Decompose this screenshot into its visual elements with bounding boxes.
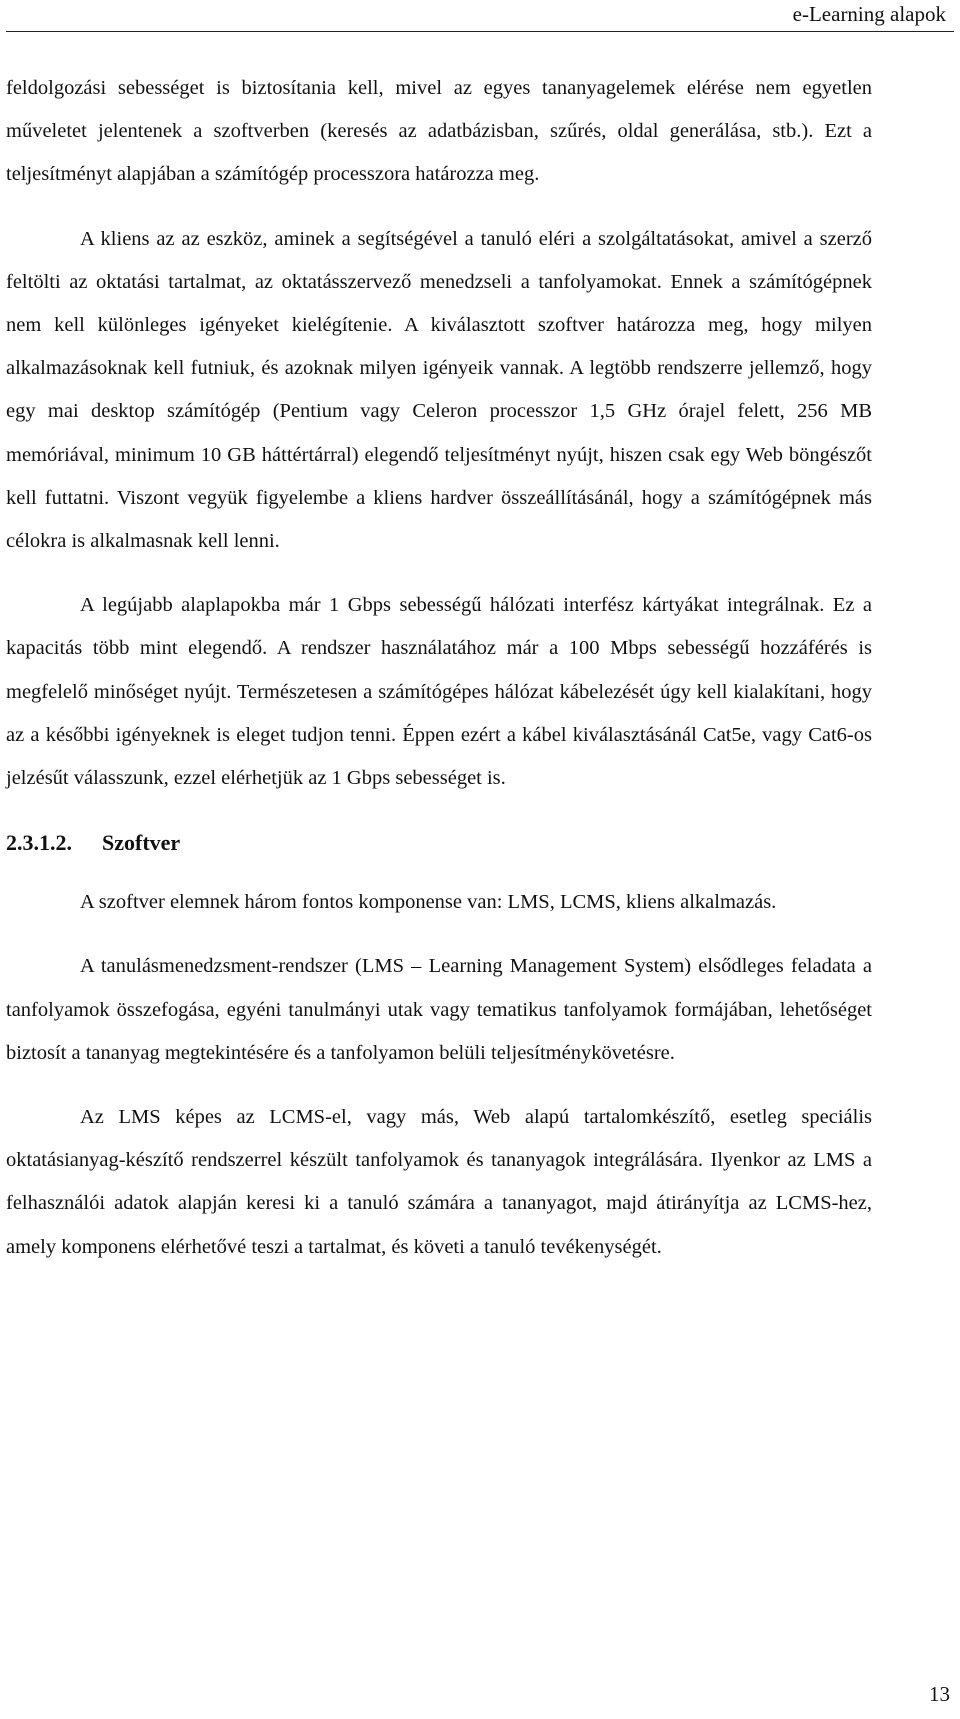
- header-divider: [6, 31, 954, 32]
- paragraph-network: A legújabb alaplapokba már 1 Gbps sebességű hálózati interfész kártyákat integrálnak. Ez a kapacitás több mint elegendő. A rendszer használatához már a 100 Mbps sebességű hozzáférés is megfelelő minőséget nyújt. Természetesen a számítógépes hálózat kábelezését úgy kell kialakítani, hogy az a későbbi igényeknek is eleget tudjon tenni. Éppen ezért a kábel kiválasztásánál Cat5e, vagy Cat6-os jelzésűt válasszunk, ezzel elérhetjük az 1 Gbps sebességet is.: [6, 594, 872, 790]
- page-number: 13: [929, 1682, 950, 1706]
- running-header-title: e-Learning alapok: [792, 2, 946, 26]
- paragraph-lms-lcms: Az LMS képes az LCMS-el, vagy más, Web alapú tartalomkészítő, esetleg speciális oktatásianyag-készítő rendszerrel készült tanfolyamok és tananyagok integrálására. Ilyenkor az LMS a felhasználói adatok alapján keresi ki a tanuló számára a tananyagot, majd átirányítja az LCMS-hez, amely komponens elérhetővé teszi a tartalmat, és követi a tanuló tevékenységét.: [6, 1106, 872, 1258]
- paragraph-lms: A tanulásmenedzsment-rendszer (LMS – Learning Management System) elsődleges feladata a tanfolyamok összefogása, egyéni tanulmányi utak vagy tematikus tanfolyamok formájában, lehetőséget biztosít a tananyag megtekintésére és a tanfolyamon belüli teljesítménykövetésre.: [6, 955, 872, 1064]
- paragraph-software-components: A szoftver elemnek három fontos komponense van: LMS, LCMS, kliens alkalmazás.: [80, 891, 777, 914]
- page-header: [0, 0, 960, 34]
- paragraph-continued: feldolgozási sebességet is biztosítania kell, mivel az egyes tananyagelemek elérése nem egyetlen műveletet jelentenek a szoftverben (keresés az adatbázisban, szűrés, oldal generálása, stb.). Ezt a teljesítményt alapjában a számítógép processzora határozza meg.: [6, 77, 872, 186]
- section-heading: [6, 821, 872, 865]
- paragraph-client: A kliens az az eszköz, aminek a segítségével a tanuló eléri a szolgáltatásokat, amivel a szerző feltölti az oktatási tartalmat, az oktatásszervező menedzseli a tanfolyamokat. Ennek a számítógépnek nem kell különleges igényeket kielégítenie. A kiválasztott szoftver határozza meg, hogy milyen alkalmazásoknak kell futniuk, és azoknak milyen igényeik vannak. A legtöbb rendszerre jellemző, hogy egy mai desktop számítógép (Pentium vagy Celeron processzor 1,5 GHz órajel felett, 256 MB memóriával, minimum 10 GB háttértárral) elegendő teljesítményt nyújt, hiszen csak egy Web böngészőt kell futtatni. Viszont vegyük figyelembe a kliens hardver összeállításánál, hogy a számítógépnek más célokra is alkalmasnak kell lenni.: [6, 227, 872, 553]
- section-title: Szoftver: [102, 830, 181, 856]
- document-body: [6, 67, 872, 1290]
- section-number: 2.3.1.2.: [6, 830, 72, 856]
